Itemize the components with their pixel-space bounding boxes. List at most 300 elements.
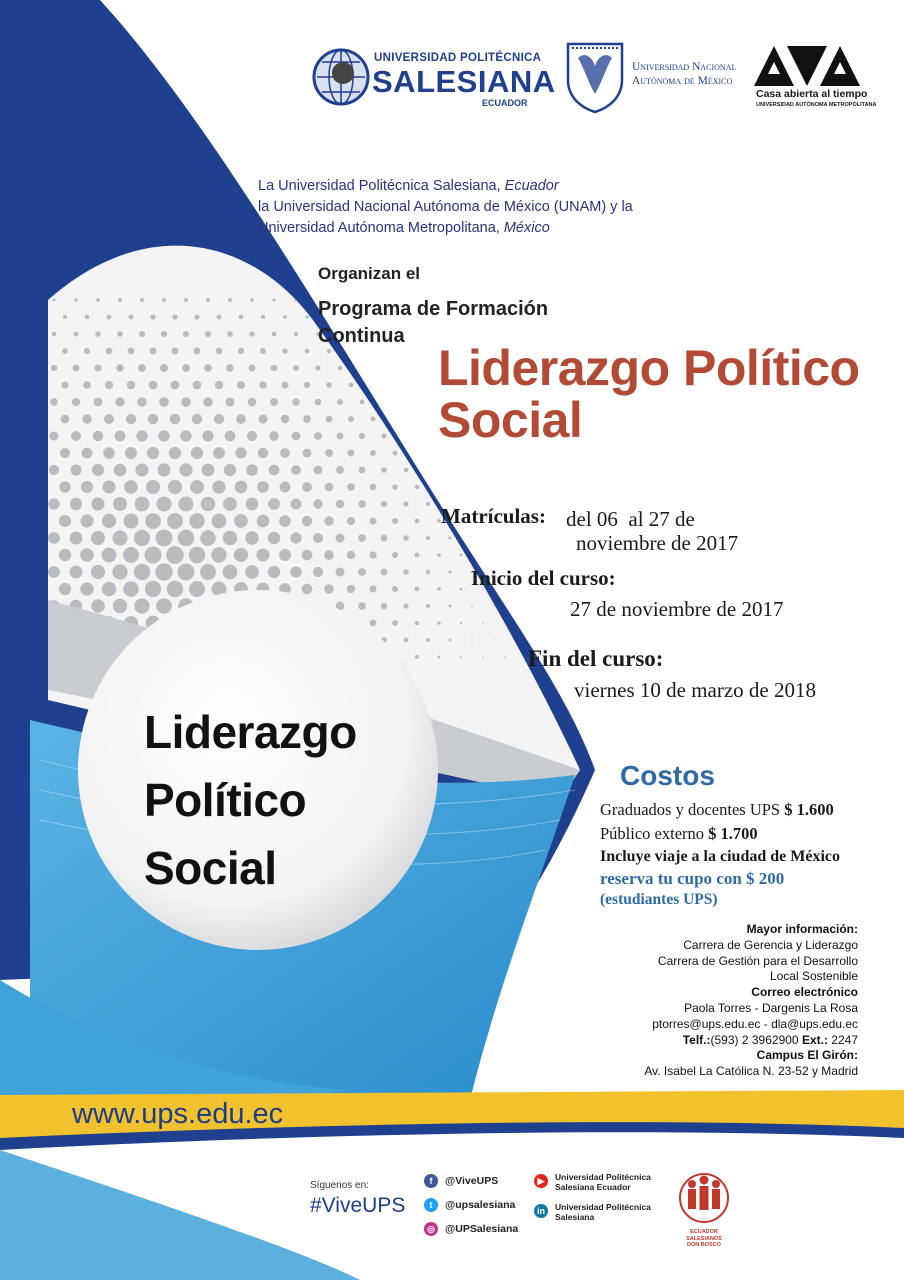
carrera-1: Carrera de Gerencia y Liderazgo — [683, 937, 858, 952]
halftone-dot — [226, 364, 233, 371]
halftone-dot — [314, 432, 322, 440]
halftone-dot — [426, 536, 430, 540]
halftone-dot — [84, 348, 90, 354]
halftone-dot — [91, 565, 105, 579]
halftone-dot — [268, 532, 280, 544]
halftone-dot — [105, 381, 113, 389]
halftone-dot — [139, 331, 145, 337]
halftone-dot — [73, 365, 80, 372]
halftone-dot — [504, 486, 506, 488]
halftone-dot — [415, 519, 420, 524]
halftone-dot — [313, 567, 323, 577]
halftone-dot — [460, 588, 463, 591]
halftone-dot — [146, 480, 160, 494]
halftone-dot — [358, 500, 365, 507]
halftone-dot — [303, 449, 312, 458]
halftone-dot — [280, 448, 290, 458]
halftone-dot — [144, 546, 161, 563]
youtube-link[interactable] — [534, 1172, 651, 1192]
halftone-dot — [570, 554, 572, 556]
halftone-dot — [212, 514, 227, 529]
halftone-dot — [448, 570, 451, 573]
halftone-dot — [426, 468, 430, 472]
contact-phone — [644, 1033, 858, 1049]
halftone-dot — [416, 384, 418, 386]
halftone-dot — [61, 415, 70, 424]
organizers-intro — [258, 176, 633, 239]
halftone-dot — [172, 314, 177, 319]
cost-graduados — [600, 800, 834, 820]
halftone-dot — [426, 638, 430, 642]
halftone-dot — [167, 581, 183, 597]
halftone-dot — [149, 381, 158, 390]
halftone-dot — [371, 417, 376, 422]
halftone-dot — [325, 449, 333, 457]
intro-line1: La Universidad Politécnica Salesiana, — [258, 178, 505, 194]
halftone-dot — [313, 533, 323, 543]
halftone-dot — [82, 414, 91, 423]
facebook-icon: f — [424, 1174, 438, 1188]
ext-label: Ext.: — [801, 1032, 828, 1047]
halftone-dot — [92, 464, 104, 476]
hashtag-link[interactable]: #ViveUPS — [310, 1194, 406, 1217]
halftone-dot — [249, 331, 254, 336]
halftone-dot — [223, 497, 237, 511]
halftone-dot — [404, 434, 408, 438]
halftone-dot — [156, 496, 171, 511]
halftone-dot — [337, 433, 344, 440]
halftone-dot — [245, 531, 259, 545]
halftone-dot — [70, 464, 81, 475]
halftone-dot — [292, 432, 301, 441]
circle-title-line2: Político — [144, 774, 307, 826]
halftone-dot — [172, 348, 179, 355]
halftone-dot — [302, 584, 313, 595]
halftone-dot — [193, 381, 202, 390]
correo-heading: Correo electrónico — [751, 985, 858, 1000]
halftone-dot — [392, 620, 398, 626]
halftone-dot — [314, 466, 323, 475]
halftone-dot — [471, 639, 473, 641]
ups-logo — [312, 44, 556, 114]
halftone-dot — [178, 530, 195, 547]
halftone-dot — [258, 414, 267, 423]
halftone-dot — [335, 567, 344, 576]
halftone-dot — [358, 602, 366, 610]
halftone-dot — [381, 603, 387, 609]
halftone-dot — [559, 605, 561, 607]
halftone-dot — [128, 314, 133, 319]
halftone-dot — [515, 537, 517, 539]
cost-graduados-price: $ 1.600 — [784, 800, 834, 819]
inicio-label: Inicio del curso: — [471, 566, 616, 590]
halftone-dot — [155, 563, 172, 580]
intro-line3-country: México — [503, 220, 550, 236]
halftone-dot — [315, 399, 322, 406]
halftone-dot — [115, 431, 126, 442]
halftone-dot — [460, 622, 462, 624]
halftone-dot — [416, 350, 418, 352]
cost-publico-price: $ 1.700 — [708, 824, 758, 843]
contact-emails[interactable]: ptorres@ups.edu.ec - dla@ups.edu.ec — [652, 1016, 858, 1031]
halftone-dot — [239, 315, 244, 320]
halftone-dot — [190, 480, 204, 494]
halftone-dot — [471, 469, 473, 471]
halftone-dot — [570, 622, 572, 624]
halftone-dot — [127, 381, 136, 390]
halftone-dot — [415, 451, 419, 455]
halftone-dot — [217, 315, 222, 320]
halftone-dot — [279, 549, 291, 561]
halftone-dot — [291, 499, 302, 510]
halftone-dot — [201, 497, 215, 511]
carrera-2: Carrera de Gestión para el Desarrollo — [657, 953, 858, 968]
halftone-dot — [415, 621, 420, 626]
cost-publico-label: Público externo — [600, 824, 705, 843]
halftone-dot — [559, 639, 561, 641]
halftone-dot — [52, 298, 55, 301]
halftone-dot — [59, 583, 71, 595]
halftone-dot — [70, 498, 82, 510]
halftone-dot — [256, 548, 269, 561]
halftone-dot — [359, 433, 365, 439]
intro-line3: Universidad Autónoma Metropolitana, — [258, 220, 504, 236]
halftone-dot — [125, 447, 137, 459]
halftone-dot — [526, 622, 528, 624]
halftone-dot — [91, 531, 105, 545]
halftone-dot — [194, 348, 201, 355]
main-title-line2: Social — [438, 392, 583, 448]
halftone-dot — [404, 638, 409, 643]
halftone-dot — [145, 513, 161, 529]
halftone-dot — [192, 414, 202, 424]
halftone-dot — [69, 565, 82, 578]
telf-number: (593) 2 3962900 — [710, 1032, 799, 1047]
halftone-dot — [370, 450, 376, 456]
twitter-link[interactable] — [424, 1198, 515, 1212]
cost-estudiantes: (estudiantes UPS) — [600, 891, 718, 908]
halftone-dot — [123, 513, 138, 528]
halftone-dot — [150, 314, 155, 319]
halftone-dot — [80, 514, 93, 527]
ups-logo-main: SALESIANA — [372, 64, 556, 99]
main-title-line1: Liderazgo Político — [438, 340, 860, 396]
linkedin-link[interactable] — [534, 1202, 651, 1222]
halftone-dot — [225, 397, 234, 406]
halftone-dot — [189, 581, 205, 597]
halftone-dot — [91, 497, 104, 510]
halftone-dot — [392, 484, 398, 490]
linkedin-icon: in — [534, 1204, 548, 1218]
halftone-dot — [250, 298, 254, 302]
halftone-dot — [369, 551, 376, 558]
halftone-dot — [126, 414, 136, 424]
halftone-dot — [369, 585, 376, 592]
halftone-dot — [268, 498, 280, 510]
halftone-dot — [234, 548, 248, 562]
halftone-dot — [381, 569, 388, 576]
halftone-dot — [548, 520, 550, 522]
halftone-dot — [326, 416, 333, 423]
halftone-dot — [427, 435, 430, 438]
halftone-dot — [91, 599, 105, 613]
facebook-handle: @ViveUPS — [445, 1175, 499, 1187]
halftone-dot — [482, 554, 484, 556]
halftone-dot — [449, 639, 452, 642]
halftone-dot — [415, 655, 419, 659]
halftone-dot — [203, 397, 212, 406]
halftone-dot — [338, 366, 343, 371]
halftone-dot — [60, 448, 70, 458]
halftone-dot — [559, 469, 561, 471]
halftone-dot — [235, 447, 246, 458]
halftone-dot — [62, 348, 68, 354]
cost-incluye: Incluye viaje a la ciudad de México — [600, 848, 840, 865]
halftone-dot — [302, 516, 313, 527]
halftone-dot — [393, 451, 398, 456]
halftone-dot — [213, 447, 225, 459]
halftone-dot — [212, 480, 225, 493]
halftone-dot — [214, 414, 224, 424]
salesianos-logo — [668, 1168, 740, 1248]
halftone-dot — [216, 348, 223, 355]
halftone-dot — [112, 530, 127, 545]
halftone-dot — [59, 549, 71, 561]
salesianos-emblem-icon — [668, 1168, 740, 1224]
halftone-dot — [270, 398, 278, 406]
cost-publico — [600, 824, 758, 844]
halftone-dot — [548, 452, 550, 454]
inicio-value: 27 de noviembre de 2017 — [570, 597, 784, 621]
halftone-dot — [248, 364, 255, 371]
halftone-dot — [194, 314, 199, 319]
halftone-dot — [70, 532, 83, 545]
halftone-dot — [150, 348, 157, 355]
halftone-dot — [359, 467, 366, 474]
halftone-dot — [148, 414, 159, 425]
halftone-dot — [71, 431, 81, 441]
halftone-dot — [268, 566, 280, 578]
unam-shield-icon — [562, 38, 628, 114]
halftone-dot — [324, 584, 333, 593]
circle-title-line1: Liderazgo — [144, 706, 357, 758]
halftone-dot — [403, 535, 409, 541]
organizan-label: Organizan el — [318, 264, 421, 283]
halftone-dot — [102, 582, 116, 596]
halftone-dot — [72, 398, 80, 406]
halftone-dot — [281, 415, 289, 423]
halftone-dot — [392, 586, 398, 592]
halftone-dot — [145, 581, 161, 597]
unam-line1: Universidad Nacional — [632, 61, 737, 73]
programa-label: Programa de Formación Continua — [318, 298, 549, 347]
halftone-dot — [61, 381, 68, 388]
halftone-dot — [381, 467, 387, 473]
halftone-dot — [515, 605, 517, 607]
halftone-dot — [48, 566, 60, 578]
halftone-dot — [438, 452, 441, 455]
halftone-dot — [482, 656, 484, 658]
halftone-dot — [269, 465, 280, 476]
instagram-link[interactable] — [424, 1222, 518, 1236]
halftone-dot — [537, 605, 539, 607]
halftone-dot — [247, 431, 257, 441]
halftone-dot — [189, 513, 205, 529]
halftone-dot — [117, 331, 123, 337]
halftone-dot — [63, 315, 67, 319]
ups-logo-top: UNIVERSIDAD POLITÉCNICA — [374, 52, 542, 64]
halftone-dot — [305, 315, 308, 318]
halftone-dot — [394, 350, 396, 352]
halftone-dot — [393, 417, 397, 421]
telf-label: Telf.: — [682, 1032, 711, 1047]
halftone-dot — [257, 515, 270, 528]
halftone-dot — [235, 481, 248, 494]
halftone-dot — [223, 531, 238, 546]
halftone-dot — [370, 620, 377, 627]
halftone-dot — [271, 365, 278, 372]
halftone-dot — [103, 447, 115, 459]
halftone-dot — [50, 398, 58, 406]
unam-logo-text — [632, 60, 736, 88]
halftone-dot — [134, 530, 150, 546]
halftone-dot — [324, 550, 334, 560]
halftone-dot — [191, 447, 203, 459]
halftone-dot — [237, 381, 245, 389]
halftone-dot — [112, 564, 127, 579]
uam-emblem-icon — [754, 38, 860, 88]
halftone-dot — [181, 397, 191, 407]
halftone-dot — [460, 554, 463, 557]
halftone-dot — [493, 605, 495, 607]
halftone-dot — [482, 452, 484, 454]
halftone-dot — [347, 585, 355, 593]
social-hashtag-block — [310, 1180, 405, 1218]
halftone-dot — [548, 622, 550, 624]
halftone-dot — [245, 565, 259, 579]
halftone-dot — [515, 469, 517, 471]
halftone-dot — [182, 364, 190, 372]
halftone-dot — [74, 298, 77, 301]
matriculas-month: noviembre de 2017 — [576, 531, 739, 555]
halftone-dot — [279, 515, 291, 527]
halftone-dot — [403, 501, 408, 506]
halftone-dot — [261, 315, 265, 319]
halftone-dot — [113, 599, 127, 613]
halftone-dot — [156, 598, 172, 614]
halftone-dot — [437, 587, 441, 591]
halftone-dot — [302, 482, 312, 492]
facebook-link[interactable] — [424, 1174, 498, 1188]
halftone-dot — [114, 464, 127, 477]
halftone-dot — [51, 365, 57, 371]
uam-logo-line2: UNIVERSIDAD AUTÓNOMA METROPOLITANA — [756, 102, 877, 108]
halftone-dot — [403, 603, 408, 608]
halftone-dot — [102, 548, 117, 563]
halftone-dot — [548, 486, 550, 488]
halftone-dot — [134, 598, 149, 613]
halftone-dot — [158, 430, 169, 441]
halftone-dot — [94, 398, 103, 407]
halftone-dot — [137, 397, 147, 407]
halftone-dot — [228, 298, 232, 302]
halftone-dot — [205, 331, 211, 337]
halftone-dot — [52, 332, 57, 337]
halftone-dot — [415, 485, 419, 489]
halftone-dot — [290, 532, 301, 543]
halftone-dot — [96, 298, 100, 302]
halftone-dot — [225, 431, 236, 442]
halftone-dot — [437, 553, 441, 557]
mayor-info-heading: Mayor información: — [746, 922, 858, 936]
halftone-dot — [403, 569, 409, 575]
linkedin-line2: Salesiana — [555, 1212, 595, 1222]
contact-names: Paola Torres - Dargenis La Rosa — [684, 1000, 858, 1015]
halftone-dot — [336, 534, 345, 543]
youtube-line1: Universidad Politécnica — [555, 1172, 651, 1182]
halftone-dot — [526, 554, 528, 556]
halftone-dot — [291, 465, 301, 475]
halftone-dot — [348, 450, 355, 457]
halftone-dot — [383, 367, 386, 370]
halftone-dot — [347, 551, 355, 559]
halftone-dot — [360, 366, 364, 370]
halftone-dot — [415, 417, 418, 420]
halftone-dot — [168, 480, 182, 494]
halftone-dot — [294, 332, 298, 336]
halftone-dot — [526, 486, 528, 488]
instagram-icon: ◎ — [424, 1222, 438, 1236]
halftone-dot — [381, 535, 388, 542]
halftone-dot — [382, 434, 387, 439]
halftone-dot — [49, 465, 59, 475]
halftone-dot — [167, 513, 183, 529]
halftone-dot — [372, 350, 375, 353]
halftone-dot — [347, 517, 355, 525]
halftone-dot — [128, 348, 135, 355]
halftone-dot — [95, 331, 101, 337]
halftone-dot — [200, 530, 216, 546]
halftone-dot — [135, 497, 150, 512]
halftone-dot — [360, 400, 365, 405]
halftone-dot — [559, 537, 561, 539]
sdb-line2: SALESIANOS — [686, 1235, 722, 1242]
halftone-dot — [460, 452, 462, 454]
ups-logo-sub: ECUADOR — [482, 98, 528, 108]
instagram-handle: @UPSalesiana — [445, 1223, 519, 1235]
halftone-dot — [140, 298, 144, 302]
halftone-dot — [559, 503, 561, 505]
halftone-dot — [504, 452, 506, 454]
halftone-dot — [305, 349, 310, 354]
halftone-dot — [258, 448, 269, 459]
twitter-handle: @upsalesiana — [445, 1199, 516, 1211]
intro-line2: la Universidad Nacional Autónoma de México (UNAM) y la — [258, 199, 633, 215]
fin-value: viernes 10 de marzo de 2018 — [574, 678, 817, 702]
halftone-dot — [170, 414, 181, 425]
halftone-dot — [471, 537, 473, 539]
halftone-dot — [123, 547, 139, 563]
halftone-dot — [202, 464, 215, 477]
halftone-dot — [162, 298, 166, 302]
website-link[interactable]: www.ups.edu.ec — [72, 1098, 284, 1130]
halftone-dot — [73, 331, 78, 336]
halftone-dot — [272, 332, 277, 337]
halftone-dot — [138, 364, 146, 372]
halftone-dot — [184, 298, 188, 302]
halftone-dot — [482, 486, 484, 488]
halftone-dot — [394, 384, 397, 387]
